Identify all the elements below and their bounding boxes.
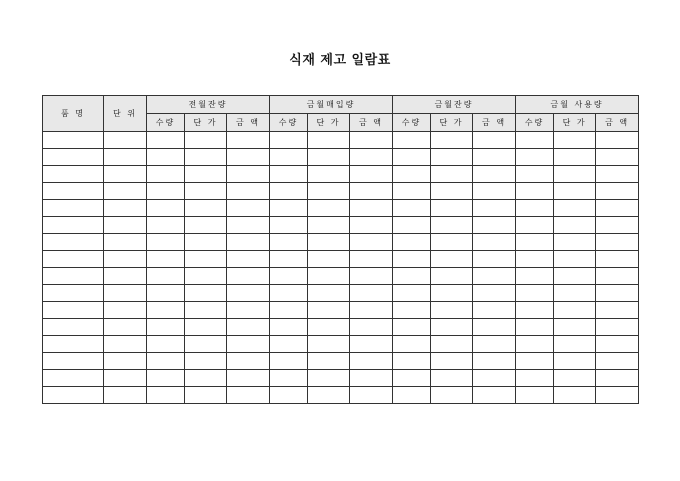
table-cell[interactable] (516, 183, 554, 200)
table-row (43, 234, 639, 251)
table-cell[interactable] (308, 234, 350, 251)
table-cell[interactable] (43, 336, 104, 353)
table-cell[interactable] (554, 183, 596, 200)
table-cell[interactable] (270, 183, 308, 200)
table-body (43, 132, 639, 404)
table-cell[interactable] (393, 319, 431, 336)
table-row (43, 353, 639, 370)
table-cell[interactable] (104, 183, 147, 200)
table-row (43, 387, 639, 404)
table-cell[interactable] (350, 200, 393, 217)
table-cell[interactable] (516, 217, 554, 234)
table-cell[interactable] (350, 166, 393, 183)
table-cell[interactable] (554, 370, 596, 387)
table-cell[interactable] (393, 285, 431, 302)
table-cell[interactable] (554, 200, 596, 217)
table-cell[interactable] (516, 149, 554, 166)
table-cell[interactable] (185, 251, 227, 268)
table-cell[interactable] (393, 370, 431, 387)
group-header-month-balance: 금월잔량 (393, 96, 516, 114)
table-cell[interactable] (147, 302, 185, 319)
table-cell[interactable] (596, 302, 639, 319)
table-cell[interactable] (270, 234, 308, 251)
table-cell[interactable] (270, 387, 308, 404)
table-cell[interactable] (431, 132, 473, 149)
table-cell[interactable] (350, 285, 393, 302)
sub-header-amount: 금 액 (227, 114, 270, 132)
table-cell[interactable] (270, 149, 308, 166)
table-cell[interactable] (227, 132, 270, 149)
table-cell[interactable] (350, 217, 393, 234)
table-cell[interactable] (350, 319, 393, 336)
table-cell[interactable] (431, 370, 473, 387)
table-cell[interactable] (393, 268, 431, 285)
table-cell[interactable] (554, 132, 596, 149)
column-header-unit: 단 위 (104, 96, 147, 132)
table-cell[interactable] (473, 183, 516, 200)
table-cell[interactable] (227, 251, 270, 268)
table-cell[interactable] (185, 149, 227, 166)
table-cell[interactable] (350, 370, 393, 387)
table-cell[interactable] (431, 387, 473, 404)
table-cell[interactable] (227, 302, 270, 319)
table-cell[interactable] (596, 268, 639, 285)
table-cell[interactable] (393, 166, 431, 183)
table-cell[interactable] (516, 132, 554, 149)
table-cell[interactable] (270, 251, 308, 268)
table-cell[interactable] (516, 370, 554, 387)
table-cell[interactable] (104, 387, 147, 404)
table-cell[interactable] (104, 370, 147, 387)
table-cell[interactable] (147, 336, 185, 353)
table-cell[interactable] (350, 149, 393, 166)
table-cell[interactable] (104, 132, 147, 149)
table-cell[interactable] (473, 285, 516, 302)
table-cell[interactable] (554, 149, 596, 166)
table-cell[interactable] (473, 336, 516, 353)
table-cell[interactable] (516, 166, 554, 183)
table-cell[interactable] (393, 200, 431, 217)
table-cell[interactable] (473, 217, 516, 234)
table-cell[interactable] (350, 387, 393, 404)
table-cell[interactable] (473, 387, 516, 404)
group-header-month-purchase: 금월매입량 (270, 96, 393, 114)
table-cell[interactable] (431, 200, 473, 217)
table-cell[interactable] (596, 353, 639, 370)
table-cell[interactable] (147, 370, 185, 387)
sub-header-unit-price: 단 가 (185, 114, 227, 132)
table-cell[interactable] (473, 234, 516, 251)
table-cell[interactable] (147, 319, 185, 336)
sub-header-quantity: 수량 (516, 114, 554, 132)
table-cell[interactable] (516, 200, 554, 217)
table-cell[interactable] (516, 234, 554, 251)
table-cell[interactable] (104, 149, 147, 166)
table-cell[interactable] (431, 217, 473, 234)
table-cell[interactable] (308, 319, 350, 336)
table-cell[interactable] (43, 166, 104, 183)
table-cell[interactable] (270, 370, 308, 387)
table-cell[interactable] (185, 166, 227, 183)
header-row-groups (43, 96, 639, 114)
table-cell[interactable] (147, 353, 185, 370)
table-cell[interactable] (393, 183, 431, 200)
table-cell[interactable] (227, 200, 270, 217)
table-cell[interactable] (147, 251, 185, 268)
table-row (43, 149, 639, 166)
group-header-month-usage: 금월 사용량 (516, 96, 639, 114)
table-cell[interactable] (185, 183, 227, 200)
table-cell[interactable] (596, 132, 639, 149)
table-row (43, 302, 639, 319)
table-cell[interactable] (350, 234, 393, 251)
table-cell[interactable] (516, 302, 554, 319)
table-cell[interactable] (350, 302, 393, 319)
table-cell[interactable] (554, 268, 596, 285)
sub-header-quantity: 수량 (270, 114, 308, 132)
table-cell[interactable] (270, 336, 308, 353)
table-cell[interactable] (350, 183, 393, 200)
table-cell[interactable] (554, 285, 596, 302)
table-cell[interactable] (308, 353, 350, 370)
table-cell[interactable] (350, 251, 393, 268)
table-cell[interactable] (270, 353, 308, 370)
table-cell[interactable] (596, 251, 639, 268)
table-cell[interactable] (596, 319, 639, 336)
table-cell[interactable] (185, 285, 227, 302)
table-row (43, 183, 639, 200)
table-row (43, 336, 639, 353)
table-cell[interactable] (270, 166, 308, 183)
table-cell[interactable] (393, 302, 431, 319)
table-cell[interactable] (43, 387, 104, 404)
table-cell[interactable] (185, 319, 227, 336)
table-cell[interactable] (308, 149, 350, 166)
table-row (43, 166, 639, 183)
table-cell[interactable] (147, 285, 185, 302)
table-cell[interactable] (147, 183, 185, 200)
sub-header-unit-price: 단 가 (554, 114, 596, 132)
table-cell[interactable] (596, 183, 639, 200)
table-cell[interactable] (147, 132, 185, 149)
table-cell[interactable] (43, 132, 104, 149)
table-cell[interactable] (431, 302, 473, 319)
table-cell[interactable] (596, 217, 639, 234)
table-cell[interactable] (431, 251, 473, 268)
table-cell[interactable] (393, 217, 431, 234)
table-cell[interactable] (308, 251, 350, 268)
table-cell[interactable] (554, 166, 596, 183)
table-row (43, 370, 639, 387)
table-cell[interactable] (554, 387, 596, 404)
table-cell[interactable] (308, 200, 350, 217)
table-cell[interactable] (308, 183, 350, 200)
table-cell[interactable] (104, 234, 147, 251)
table-cell[interactable] (516, 251, 554, 268)
table-cell[interactable] (104, 217, 147, 234)
table-cell[interactable] (308, 302, 350, 319)
table-cell[interactable] (308, 166, 350, 183)
table-cell[interactable] (147, 268, 185, 285)
table-cell[interactable] (270, 268, 308, 285)
table-cell[interactable] (270, 132, 308, 149)
table-cell[interactable] (596, 285, 639, 302)
table-cell[interactable] (431, 166, 473, 183)
page-title: 식재 제고 일람표 (289, 53, 391, 68)
table-row (43, 319, 639, 336)
column-header-item-name: 품 명 (43, 96, 104, 132)
table-cell[interactable] (516, 336, 554, 353)
table-cell[interactable] (104, 336, 147, 353)
table-cell[interactable] (431, 285, 473, 302)
table-cell[interactable] (596, 234, 639, 251)
table-cell[interactable] (147, 234, 185, 251)
table-cell[interactable] (104, 353, 147, 370)
table-cell[interactable] (393, 387, 431, 404)
table-row (43, 285, 639, 302)
table-cell[interactable] (270, 200, 308, 217)
table-cell[interactable] (43, 149, 104, 166)
table-cell[interactable] (393, 251, 431, 268)
table-cell[interactable] (104, 200, 147, 217)
table-cell[interactable] (227, 166, 270, 183)
table-cell[interactable] (431, 319, 473, 336)
table-cell[interactable] (227, 353, 270, 370)
table-cell[interactable] (431, 336, 473, 353)
table-cell[interactable] (147, 166, 185, 183)
table-cell[interactable] (393, 336, 431, 353)
table-cell[interactable] (43, 302, 104, 319)
table-cell[interactable] (227, 370, 270, 387)
table-cell[interactable] (596, 149, 639, 166)
table-row (43, 217, 639, 234)
table-cell[interactable] (596, 166, 639, 183)
sub-header-quantity: 수량 (147, 114, 185, 132)
table-cell[interactable] (308, 132, 350, 149)
table-cell[interactable] (308, 268, 350, 285)
table-cell[interactable] (43, 370, 104, 387)
sub-header-unit-price: 단 가 (308, 114, 350, 132)
table-cell[interactable] (473, 149, 516, 166)
sub-header-unit-price: 단 가 (431, 114, 473, 132)
table-cell[interactable] (227, 319, 270, 336)
table-cell[interactable] (104, 302, 147, 319)
table-row (43, 200, 639, 217)
table-cell[interactable] (185, 302, 227, 319)
table-cell[interactable] (431, 183, 473, 200)
table-cell[interactable] (43, 183, 104, 200)
group-header-prev-month-balance: 전월잔량 (147, 96, 270, 114)
table-row (43, 268, 639, 285)
sub-header-amount: 금 액 (350, 114, 393, 132)
table-cell[interactable] (431, 268, 473, 285)
table-cell[interactable] (516, 285, 554, 302)
table-cell[interactable] (554, 353, 596, 370)
table-cell[interactable] (270, 285, 308, 302)
table-cell[interactable] (308, 370, 350, 387)
table-cell[interactable] (473, 370, 516, 387)
table-cell[interactable] (431, 149, 473, 166)
table-cell[interactable] (185, 200, 227, 217)
table-cell[interactable] (554, 234, 596, 251)
table-cell[interactable] (554, 319, 596, 336)
table-cell[interactable] (554, 251, 596, 268)
table-cell[interactable] (554, 336, 596, 353)
table-cell[interactable] (473, 319, 516, 336)
table-cell[interactable] (473, 353, 516, 370)
table-cell[interactable] (308, 387, 350, 404)
table-cell[interactable] (393, 353, 431, 370)
table-cell[interactable] (350, 132, 393, 149)
table-cell[interactable] (473, 166, 516, 183)
table-cell[interactable] (104, 285, 147, 302)
table-cell[interactable] (554, 302, 596, 319)
table-cell[interactable] (43, 217, 104, 234)
table-cell[interactable] (473, 132, 516, 149)
table-row (43, 132, 639, 149)
table-cell[interactable] (43, 251, 104, 268)
table-cell[interactable] (185, 268, 227, 285)
table-cell[interactable] (185, 217, 227, 234)
table-cell[interactable] (393, 234, 431, 251)
table-cell[interactable] (393, 132, 431, 149)
table-cell[interactable] (350, 336, 393, 353)
table-cell[interactable] (43, 268, 104, 285)
table-cell[interactable] (185, 234, 227, 251)
table-cell[interactable] (270, 217, 308, 234)
table-cell[interactable] (185, 387, 227, 404)
table-cell[interactable] (516, 319, 554, 336)
table-cell[interactable] (473, 268, 516, 285)
sub-header-amount: 금 액 (596, 114, 639, 132)
sub-header-quantity: 수량 (393, 114, 431, 132)
table-cell[interactable] (227, 217, 270, 234)
table-cell[interactable] (227, 285, 270, 302)
table-cell[interactable] (43, 234, 104, 251)
table-cell[interactable] (227, 387, 270, 404)
table-row (43, 251, 639, 268)
table-cell[interactable] (516, 353, 554, 370)
table-cell[interactable] (431, 353, 473, 370)
table-cell[interactable] (185, 353, 227, 370)
table-cell[interactable] (43, 200, 104, 217)
table-cell[interactable] (43, 319, 104, 336)
table-cell[interactable] (596, 387, 639, 404)
table-cell[interactable] (227, 336, 270, 353)
table-cell[interactable] (596, 336, 639, 353)
table-cell[interactable] (185, 370, 227, 387)
table-cell[interactable] (104, 166, 147, 183)
table-cell[interactable] (227, 183, 270, 200)
table-cell[interactable] (147, 149, 185, 166)
table-cell[interactable] (227, 149, 270, 166)
table-cell[interactable] (270, 319, 308, 336)
table-cell[interactable] (227, 268, 270, 285)
table-cell[interactable] (308, 217, 350, 234)
table-cell[interactable] (554, 217, 596, 234)
table-cell[interactable] (596, 200, 639, 217)
table-cell[interactable] (147, 217, 185, 234)
table-cell[interactable] (147, 200, 185, 217)
table-cell[interactable] (431, 234, 473, 251)
table-cell[interactable] (185, 132, 227, 149)
table-cell[interactable] (227, 234, 270, 251)
table-cell[interactable] (473, 200, 516, 217)
table-cell[interactable] (104, 251, 147, 268)
inventory-table (42, 95, 639, 404)
table-cell[interactable] (516, 268, 554, 285)
table-cell[interactable] (473, 251, 516, 268)
table-cell[interactable] (350, 268, 393, 285)
table-cell[interactable] (308, 285, 350, 302)
table-cell[interactable] (596, 370, 639, 387)
table-cell[interactable] (43, 285, 104, 302)
table-cell[interactable] (185, 336, 227, 353)
table-cell[interactable] (308, 336, 350, 353)
table-cell[interactable] (43, 353, 104, 370)
sub-header-amount: 금 액 (473, 114, 516, 132)
table-cell[interactable] (516, 387, 554, 404)
table-cell[interactable] (393, 149, 431, 166)
table-cell[interactable] (104, 319, 147, 336)
table-cell[interactable] (104, 268, 147, 285)
table-cell[interactable] (350, 353, 393, 370)
table-cell[interactable] (147, 387, 185, 404)
table-cell[interactable] (473, 302, 516, 319)
table-cell[interactable] (270, 302, 308, 319)
